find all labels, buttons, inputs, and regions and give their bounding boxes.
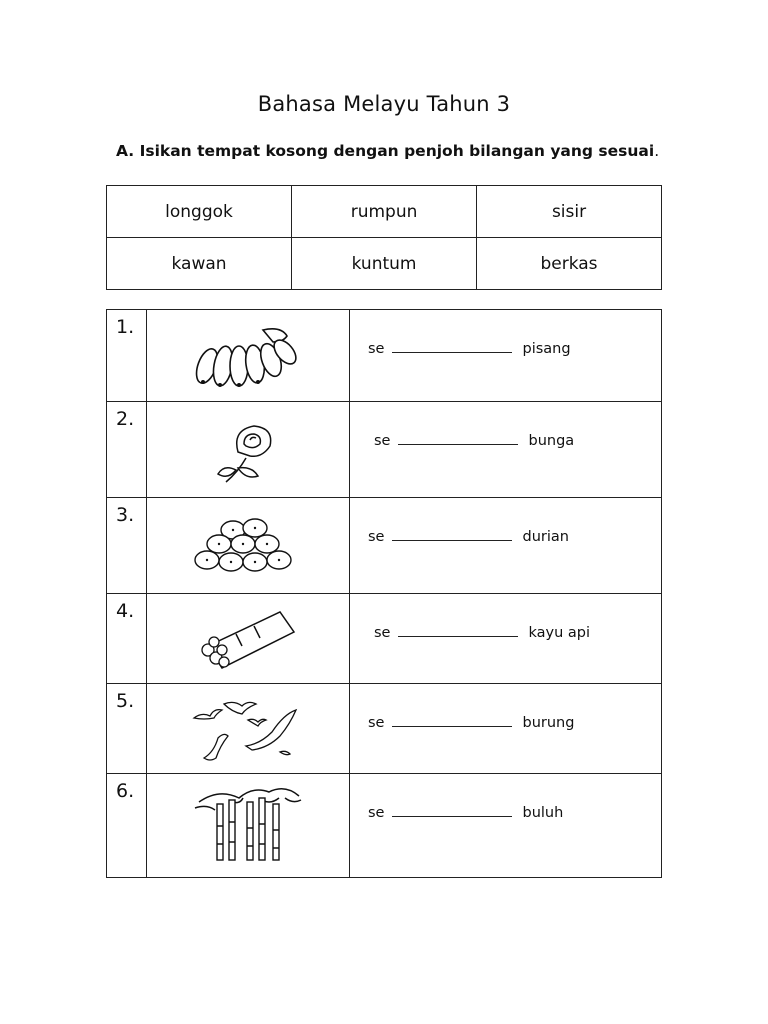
answer-noun: pisang	[522, 341, 571, 357]
exercise-row	[107, 310, 662, 402]
word-bank-cell: berkas	[477, 238, 662, 290]
word-bank-cell: rumpun	[292, 186, 477, 238]
exercise-number: 6.	[107, 774, 147, 878]
exercise-number: 3.	[107, 498, 147, 594]
exercise-row	[107, 594, 662, 684]
word-bank-cell: kawan	[107, 238, 292, 290]
word-bank-row	[107, 238, 662, 290]
exercise-number: 1.	[107, 310, 147, 402]
answer-prefix: se	[368, 715, 385, 731]
firewood-bundle-icon	[196, 606, 300, 672]
answer-prefix: se	[368, 805, 385, 821]
instruction	[116, 142, 659, 160]
exercise-answer	[350, 310, 662, 402]
exercise-row	[107, 402, 662, 498]
answer-blank[interactable]	[392, 804, 512, 817]
word-bank-cell: kuntum	[292, 238, 477, 290]
exercise-picture	[147, 594, 350, 684]
exercise-row	[107, 498, 662, 594]
exercise-number: 2.	[107, 402, 147, 498]
answer-prefix: se	[374, 433, 391, 449]
banana-bunch-icon	[193, 322, 303, 392]
exercise-picture	[147, 402, 350, 498]
exercise-row	[107, 684, 662, 774]
birds-flock-icon	[190, 694, 306, 770]
bamboo-clump-icon	[189, 786, 307, 862]
page-title: Bahasa Melayu Tahun 3	[257, 92, 511, 116]
answer-blank[interactable]	[392, 528, 512, 541]
instruction-text: Isikan tempat kosong dengan penjoh bilangan yang sesuai	[139, 142, 655, 160]
durian-pile-icon	[193, 512, 303, 578]
exercise-answer	[350, 774, 662, 878]
answer-prefix: se	[368, 529, 385, 545]
exercise-picture	[147, 684, 350, 774]
exercise-answer	[350, 498, 662, 594]
exercise-number: 4.	[107, 594, 147, 684]
answer-prefix: se	[368, 341, 385, 357]
word-bank-cell: sisir	[477, 186, 662, 238]
answer-blank[interactable]	[398, 432, 518, 445]
exercise-number: 5.	[107, 684, 147, 774]
answer-noun: kayu api	[528, 625, 591, 641]
exercise-answer	[350, 594, 662, 684]
answer-blank[interactable]	[398, 624, 518, 637]
exercise-picture	[147, 310, 350, 402]
word-bank-table	[106, 185, 662, 290]
instruction-label: A.	[116, 142, 135, 160]
exercise-table	[106, 309, 662, 878]
exercise-answer	[350, 684, 662, 774]
answer-noun: durian	[522, 529, 569, 545]
answer-noun: bunga	[528, 433, 575, 449]
exercise-row	[107, 774, 662, 878]
exercise-picture	[147, 498, 350, 594]
word-bank-cell: longgok	[107, 186, 292, 238]
answer-prefix: se	[374, 625, 391, 641]
answer-blank[interactable]	[392, 340, 512, 353]
answer-noun: burung	[522, 715, 575, 731]
rose-icon	[208, 412, 288, 488]
answer-blank[interactable]	[392, 714, 512, 727]
word-bank-row	[107, 186, 662, 238]
answer-noun: buluh	[522, 805, 564, 821]
instruction-period: .	[654, 142, 660, 160]
exercise-answer	[350, 402, 662, 498]
exercise-picture	[147, 774, 350, 878]
